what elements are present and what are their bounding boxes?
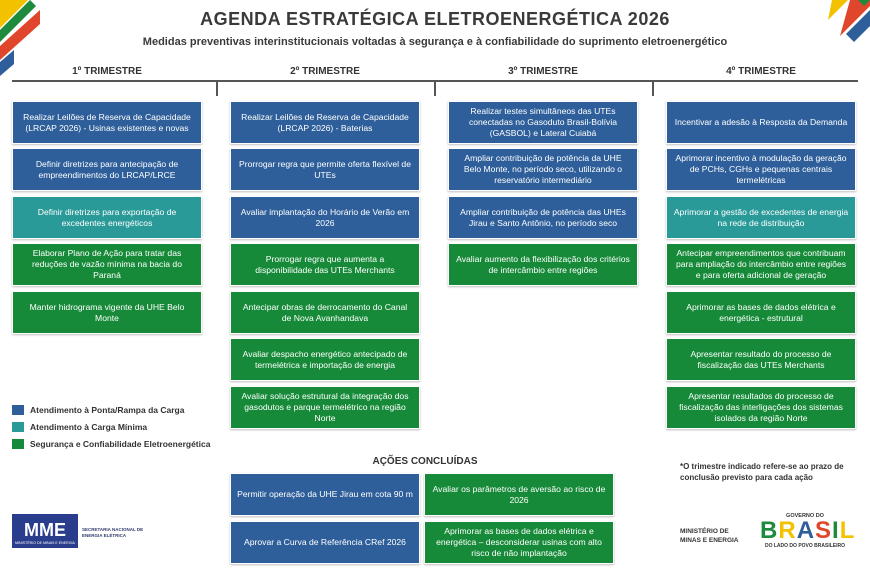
mme-logo-caption: MINISTÉRIO DE MINAS E ENERGIA	[15, 541, 75, 545]
mme-logo-text: MME	[24, 520, 66, 540]
action-card: Antecipar obras de derrocamento do Canal de Nova Avanhandava	[230, 291, 420, 334]
legend-item-blue	[12, 405, 184, 415]
action-card: Realizar Leilões de Reserva de Capacidade (LRCAP 2026) - Baterias	[230, 101, 420, 144]
legend-swatch	[12, 422, 24, 432]
timeline-tick	[434, 80, 436, 96]
action-card: Aprimorar incentivo à modulação da geração de PCHs, CGHs e pequenas centrais termelétricas	[666, 148, 856, 191]
completed-actions-title: AÇÕES CONCLUÍDAS	[372, 456, 478, 467]
action-card: Avaliar implantação do Horário de Verão em 2026	[230, 196, 420, 239]
action-card: Ampliar contribuição de potência da UHE Belo Monte, no período seco, utilizando o reservatório intermediário	[448, 148, 638, 191]
completed-card: Aprimorar as bases de dados elétrica e energética – desconsiderar usinas com alto risco de não implantação	[424, 521, 614, 564]
action-card: Definir diretrizes para exportação de excedentes energéticos	[12, 196, 202, 239]
mme-secretariat: SECRETARIA NACIONAL DE ENERGIA ELÉTRICA	[82, 527, 144, 538]
quarter-2-header: 2º TRIMESTRE	[290, 66, 360, 77]
action-card: Realizar testes simultâneos das UTEs conectadas no Gasoduto Brasil-Bolívia (GASBOL) e Lateral Cuiabá	[448, 101, 638, 144]
quarter-1-header: 1º TRIMESTRE	[72, 66, 142, 77]
ministerio-label	[680, 528, 739, 546]
action-card: Apresentar resultados do processo de fiscalização das interligações dos sistemas isolados da região Norte	[666, 386, 856, 429]
gov-name-letter: S	[815, 517, 833, 544]
gov-name-letter: L	[839, 517, 856, 544]
action-card: Avaliar solução estrutural da integração dos gasodutos e parque termelétrico na região Norte	[230, 386, 420, 429]
mme-logo	[12, 514, 78, 553]
action-card: Aprimorar a gestão de excedentes de energia na rede de distribuição	[666, 196, 856, 239]
action-card: Ampliar contribuição de potência das UHEs Jirau e Santo Antônio, no período seco	[448, 196, 638, 239]
action-card: Avaliar aumento da flexibilização dos critérios de intercâmbio entre regiões	[448, 243, 638, 286]
action-card: Definir diretrizes para antecipação de empreendimentos do LRCAP/LRCE	[12, 148, 202, 191]
completed-card: Avaliar os parâmetros de aversão ao risco de 2026	[424, 473, 614, 516]
page-title: AGENDA ESTRATÉGICA ELETROENERGÉTICA 2026	[200, 9, 670, 29]
gov-name-letter: A	[796, 517, 816, 544]
legend-swatch	[12, 439, 24, 449]
page-subtitle: Medidas preventivas interinstitucionais voltadas à segurança e à confiabilidade do suprimento eletroenergético	[142, 36, 728, 48]
quarter-4-header: 4º TRIMESTRE	[726, 66, 796, 77]
action-card: Prorrogar regra que aumenta a disponibilidade das UTEs Merchants	[230, 243, 420, 286]
gov-top-text: GOVERNO DO	[786, 513, 824, 519]
completed-card: Permitir operação da UHE Jirau em cota 90 m	[230, 473, 420, 516]
gov-name-letter: I	[832, 517, 840, 544]
legend-label: Atendimento à Carga Mínima	[30, 422, 148, 432]
action-card: Realizar Leilões de Reserva de Capacidade (LRCAP 2026) - Usinas existentes e novas	[12, 101, 202, 144]
action-card: Manter hidrograma vigente da UHE Belo Monte	[12, 291, 202, 334]
action-card: Apresentar resultado do processo de fiscalização das UTEs Merchants	[666, 338, 856, 381]
legend-item-green	[12, 439, 210, 449]
quarter-3-header: 3º TRIMESTRE	[508, 66, 578, 77]
ministerio-line-1: MINISTÉRIO DE	[680, 528, 729, 535]
legend-label: Segurança e Confiabilidade Eletroenergética	[30, 439, 211, 449]
legend-item-teal	[12, 422, 147, 432]
governo-brasil-logo	[760, 513, 856, 549]
action-card: Antecipar empreendimentos que contribuam para ampliação do intercâmbio entre regiões e para oferta adicional de geração	[666, 243, 856, 286]
completed-card: Aprovar a Curva de Referência CRef 2026	[230, 521, 420, 564]
timeline-tick	[652, 80, 654, 96]
action-card: Prorrogar regra que permite oferta flexível de UTEs	[230, 148, 420, 191]
action-card: Incentivar a adesão à Resposta da Demanda	[666, 101, 856, 144]
gov-name	[760, 517, 856, 544]
mme-logo-mark	[12, 514, 78, 548]
gov-bottom-text: DO LADO DO POVO BRASILEIRO	[764, 543, 845, 549]
action-card: Aprimorar as bases de dados elétrica e energética - estrutural	[666, 291, 856, 334]
gov-name-letter: R	[778, 517, 797, 544]
footnote: *O trimestre indicado refere-se ao prazo de conclusão previsto para cada ação	[680, 462, 844, 482]
ministerio-line-2: MINAS E ENERGIA	[680, 536, 739, 544]
action-card: Elaborar Plano de Ação para tratar das reduções de vazão mínima na bacia do Paraná	[12, 243, 202, 286]
gov-name-letter: B	[760, 517, 779, 544]
timeline-tick	[216, 80, 218, 96]
legend-label: Atendimento à Ponta/Rampa da Carga	[30, 405, 185, 415]
action-card: Avaliar despacho energético antecipado de termelétrica e importação de energia	[230, 338, 420, 381]
legend-swatch	[12, 405, 24, 415]
